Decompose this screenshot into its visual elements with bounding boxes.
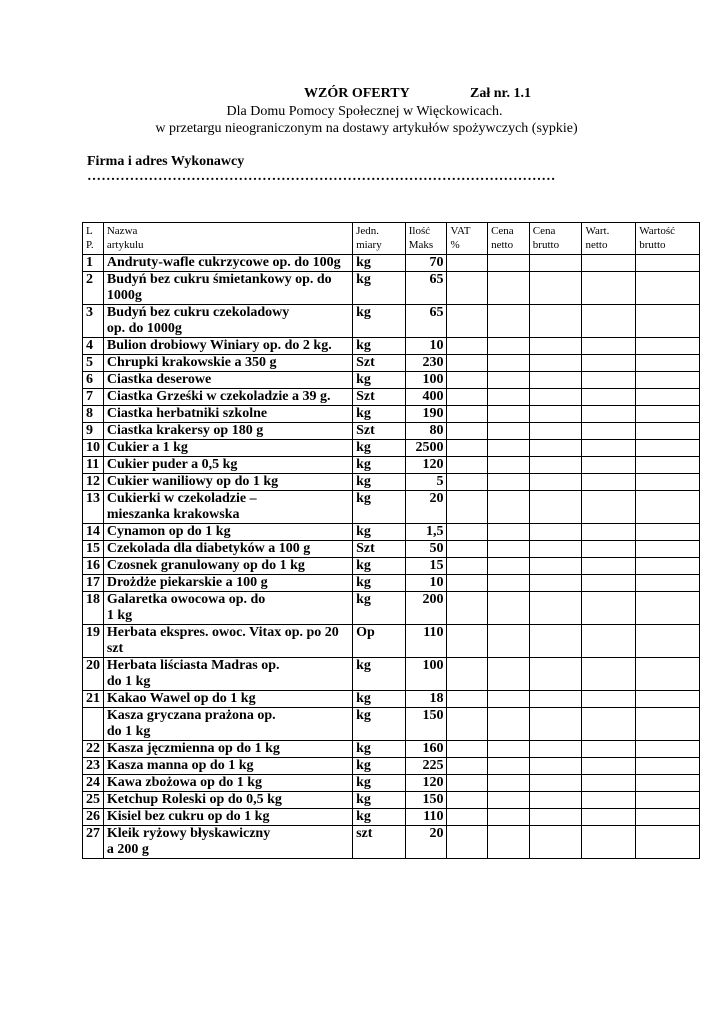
net-price-cell: [488, 758, 530, 775]
net-value-cell: [582, 272, 636, 305]
net-value-cell: [582, 305, 636, 338]
vat-cell: [447, 305, 488, 338]
unit-cell: kg: [353, 575, 406, 592]
unit-cell: Op: [353, 625, 406, 658]
unit-cell: kg: [353, 758, 406, 775]
table-row: [83, 406, 700, 423]
net-value-cell: [582, 440, 636, 457]
quantity-cell: 5: [405, 474, 447, 491]
gross-price-cell: [529, 491, 582, 524]
vat-cell: [447, 491, 488, 524]
table-row: [83, 255, 700, 272]
table-row: [83, 708, 700, 741]
gross-value-cell: [636, 272, 700, 305]
net-price-cell: [488, 440, 530, 457]
net-value-cell: [582, 491, 636, 524]
quantity-cell: 150: [405, 708, 447, 741]
unit-cell: kg: [353, 775, 406, 792]
net-price-cell: [488, 305, 530, 338]
vat-cell: [447, 758, 488, 775]
table-row: [83, 491, 700, 524]
column-header-gross-value: Wartość brutto: [636, 223, 700, 255]
article-name-cell: Ciastka Grześki w czekoladzie a 39 g.: [103, 389, 352, 406]
row-number-cell: 14: [83, 524, 104, 541]
article-name-cell: Kasza manna op do 1 kg: [103, 758, 352, 775]
article-name-cell: Kakao Wawel op do 1 kg: [103, 691, 352, 708]
gross-price-cell: [529, 691, 582, 708]
quantity-cell: 400: [405, 389, 447, 406]
net-value-cell: [582, 792, 636, 809]
contractor-fill-line: ………………………………………………………………………………………: [87, 169, 556, 184]
unit-cell: kg: [353, 524, 406, 541]
net-price-cell: [488, 691, 530, 708]
unit-cell: kg: [353, 792, 406, 809]
vat-cell: [447, 708, 488, 741]
unit-cell: kg: [353, 491, 406, 524]
gross-price-cell: [529, 708, 582, 741]
vat-cell: [447, 592, 488, 625]
quantity-cell: 120: [405, 775, 447, 792]
net-value-cell: [582, 826, 636, 859]
gross-value-cell: [636, 691, 700, 708]
article-name-cell: Ciastka krakersy op 180 g: [103, 423, 352, 440]
gross-value-cell: [636, 658, 700, 691]
table-row: [83, 625, 700, 658]
gross-value-cell: [636, 440, 700, 457]
gross-value-cell: [636, 758, 700, 775]
net-value-cell: [582, 658, 636, 691]
annex-number: Zał nr. 1.1: [470, 86, 531, 101]
article-name-cell: Cynamon op do 1 kg: [103, 524, 352, 541]
quantity-cell: 150: [405, 792, 447, 809]
row-number-cell: 2: [83, 272, 104, 305]
unit-cell: kg: [353, 658, 406, 691]
quantity-cell: 50: [405, 541, 447, 558]
vat-cell: [447, 826, 488, 859]
row-number-cell: 20: [83, 658, 104, 691]
row-number-cell: 26: [83, 809, 104, 826]
vat-cell: [447, 457, 488, 474]
vat-cell: [447, 272, 488, 305]
quantity-cell: 70: [405, 255, 447, 272]
table-row: [83, 355, 700, 372]
quantity-cell: 65: [405, 305, 447, 338]
vat-cell: [447, 575, 488, 592]
gross-value-cell: [636, 826, 700, 859]
gross-price-cell: [529, 758, 582, 775]
net-value-cell: [582, 524, 636, 541]
table-row: [83, 809, 700, 826]
unit-cell: kg: [353, 558, 406, 575]
table-header-row: [83, 223, 700, 255]
gross-value-cell: [636, 625, 700, 658]
article-name-cell: Czekolada dla diabetyków a 100 g: [103, 541, 352, 558]
row-number-cell: 19: [83, 625, 104, 658]
gross-price-cell: [529, 355, 582, 372]
net-value-cell: [582, 372, 636, 389]
vat-cell: [447, 541, 488, 558]
table-row: [83, 691, 700, 708]
net-price-cell: [488, 457, 530, 474]
net-value-cell: [582, 691, 636, 708]
quantity-cell: 225: [405, 758, 447, 775]
article-name-cell: Kleik ryżowy błyskawiczny a 200 g: [103, 826, 352, 859]
net-value-cell: [582, 741, 636, 758]
column-header-net-price: Cena netto: [488, 223, 530, 255]
quantity-cell: 100: [405, 658, 447, 691]
article-name-cell: Cukierki w czekoladzie – mieszanka krakowska: [103, 491, 352, 524]
net-price-cell: [488, 658, 530, 691]
article-name-cell: Kisiel bez cukru op do 1 kg: [103, 809, 352, 826]
gross-value-cell: [636, 592, 700, 625]
net-value-cell: [582, 592, 636, 625]
unit-cell: kg: [353, 372, 406, 389]
quantity-cell: 160: [405, 741, 447, 758]
quantity-cell: 80: [405, 423, 447, 440]
article-name-cell: Ciastka deserowe: [103, 372, 352, 389]
quantity-cell: 190: [405, 406, 447, 423]
unit-cell: kg: [353, 592, 406, 625]
article-name-cell: Czosnek granulowany op do 1 kg: [103, 558, 352, 575]
net-price-cell: [488, 491, 530, 524]
quantity-cell: 18: [405, 691, 447, 708]
vat-cell: [447, 423, 488, 440]
unit-cell: Szt: [353, 355, 406, 372]
vat-cell: [447, 792, 488, 809]
vat-cell: [447, 255, 488, 272]
article-name-cell: Kawa zbożowa op do 1 kg: [103, 775, 352, 792]
net-price-cell: [488, 389, 530, 406]
unit-cell: kg: [353, 708, 406, 741]
gross-price-cell: [529, 775, 582, 792]
net-value-cell: [582, 758, 636, 775]
vat-cell: [447, 389, 488, 406]
unit-cell: Szt: [353, 541, 406, 558]
article-name-cell: Kasza jęczmienna op do 1 kg: [103, 741, 352, 758]
article-name-cell: Drożdże piekarskie a 100 g: [103, 575, 352, 592]
unit-cell: kg: [353, 474, 406, 491]
quantity-cell: 100: [405, 372, 447, 389]
column-header-quantity: Ilość Maks: [405, 223, 447, 255]
vat-cell: [447, 338, 488, 355]
row-number-cell: 15: [83, 541, 104, 558]
net-value-cell: [582, 338, 636, 355]
gross-price-cell: [529, 272, 582, 305]
gross-value-cell: [636, 457, 700, 474]
gross-price-cell: [529, 406, 582, 423]
article-name-cell: Chrupki krakowskie a 350 g: [103, 355, 352, 372]
gross-price-cell: [529, 524, 582, 541]
table-row: [83, 741, 700, 758]
table-row: [83, 440, 700, 457]
quantity-cell: 10: [405, 338, 447, 355]
net-value-cell: [582, 406, 636, 423]
vat-cell: [447, 625, 488, 658]
gross-value-cell: [636, 792, 700, 809]
vat-cell: [447, 691, 488, 708]
unit-cell: Szt: [353, 423, 406, 440]
article-name-cell: Cukier a 1 kg: [103, 440, 352, 457]
gross-value-cell: [636, 423, 700, 440]
net-price-cell: [488, 741, 530, 758]
net-price-cell: [488, 406, 530, 423]
unit-cell: kg: [353, 305, 406, 338]
gross-value-cell: [636, 558, 700, 575]
article-name-cell: Herbata liściasta Madras op. do 1 kg: [103, 658, 352, 691]
row-number-cell: 13: [83, 491, 104, 524]
gross-price-cell: [529, 826, 582, 859]
gross-value-cell: [636, 474, 700, 491]
net-value-cell: [582, 423, 636, 440]
vat-cell: [447, 775, 488, 792]
table-row: [83, 592, 700, 625]
net-price-cell: [488, 524, 530, 541]
unit-cell: szt: [353, 826, 406, 859]
quantity-cell: 10: [405, 575, 447, 592]
net-price-cell: [488, 592, 530, 625]
article-name-cell: Cukier waniliowy op do 1 kg: [103, 474, 352, 491]
document-subtitle: Dla Domu Pomocy Społecznej w Więckowicach.: [226, 104, 503, 119]
unit-cell: Szt: [353, 389, 406, 406]
net-value-cell: [582, 474, 636, 491]
row-number-cell: 24: [83, 775, 104, 792]
table-row: [83, 524, 700, 541]
table-row: [83, 389, 700, 406]
net-price-cell: [488, 775, 530, 792]
gross-price-cell: [529, 338, 582, 355]
net-price-cell: [488, 255, 530, 272]
table-row: [83, 305, 700, 338]
gross-price-cell: [529, 457, 582, 474]
unit-cell: kg: [353, 457, 406, 474]
gross-value-cell: [636, 524, 700, 541]
net-price-cell: [488, 541, 530, 558]
net-price-cell: [488, 558, 530, 575]
net-price-cell: [488, 826, 530, 859]
quantity-cell: 110: [405, 809, 447, 826]
quantity-cell: 15: [405, 558, 447, 575]
article-name-cell: Herbata ekspres. owoc. Vitax op. po 20 szt: [103, 625, 352, 658]
gross-price-cell: [529, 658, 582, 691]
quantity-cell: 1,5: [405, 524, 447, 541]
row-number-cell: 27: [83, 826, 104, 859]
table-row: [83, 372, 700, 389]
article-name-cell: Kasza gryczana prażona op. do 1 kg: [103, 708, 352, 741]
net-price-cell: [488, 372, 530, 389]
net-value-cell: [582, 355, 636, 372]
tender-description: w przetargu nieograniczonym na dostawy artykułów spożywczych (sypkie): [155, 121, 578, 136]
gross-value-cell: [636, 741, 700, 758]
row-number-cell: 22: [83, 741, 104, 758]
quantity-cell: 20: [405, 491, 447, 524]
net-value-cell: [582, 255, 636, 272]
gross-price-cell: [529, 541, 582, 558]
gross-price-cell: [529, 389, 582, 406]
net-value-cell: [582, 809, 636, 826]
quantity-cell: 200: [405, 592, 447, 625]
net-price-cell: [488, 355, 530, 372]
row-number-cell: 25: [83, 792, 104, 809]
quantity-cell: 65: [405, 272, 447, 305]
table-row: [83, 474, 700, 491]
row-number-cell: 8: [83, 406, 104, 423]
gross-value-cell: [636, 708, 700, 741]
row-number-cell: 10: [83, 440, 104, 457]
gross-value-cell: [636, 389, 700, 406]
gross-price-cell: [529, 423, 582, 440]
net-price-cell: [488, 575, 530, 592]
column-header-gross-price: Cena brutto: [529, 223, 582, 255]
gross-price-cell: [529, 575, 582, 592]
gross-price-cell: [529, 305, 582, 338]
table-row: [83, 758, 700, 775]
quantity-cell: 110: [405, 625, 447, 658]
vat-cell: [447, 809, 488, 826]
vat-cell: [447, 524, 488, 541]
table-row: [83, 338, 700, 355]
table-row: [83, 423, 700, 440]
vat-cell: [447, 741, 488, 758]
gross-value-cell: [636, 406, 700, 423]
net-value-cell: [582, 389, 636, 406]
gross-value-cell: [636, 809, 700, 826]
column-header-lp: L P.: [83, 223, 104, 255]
row-number-cell: 9: [83, 423, 104, 440]
row-number-cell: 1: [83, 255, 104, 272]
column-header-net-value: Wart. netto: [582, 223, 636, 255]
quantity-cell: 20: [405, 826, 447, 859]
gross-price-cell: [529, 792, 582, 809]
gross-price-cell: [529, 625, 582, 658]
article-name-cell: Bulion drobiowy Winiary op. do 2 kg.: [103, 338, 352, 355]
gross-value-cell: [636, 255, 700, 272]
row-number-cell: 3: [83, 305, 104, 338]
gross-price-cell: [529, 592, 582, 625]
table-row: [83, 541, 700, 558]
unit-cell: kg: [353, 255, 406, 272]
table-row: [83, 792, 700, 809]
table-body: [83, 255, 700, 859]
row-number-cell: 17: [83, 575, 104, 592]
article-name-cell: Ciastka herbatniki szkolne: [103, 406, 352, 423]
row-number-cell: 11: [83, 457, 104, 474]
gross-price-cell: [529, 474, 582, 491]
gross-value-cell: [636, 575, 700, 592]
row-number-cell: 6: [83, 372, 104, 389]
table-row: [83, 575, 700, 592]
article-name-cell: Cukier puder a 0,5 kg: [103, 457, 352, 474]
vat-cell: [447, 406, 488, 423]
net-price-cell: [488, 474, 530, 491]
row-number-cell: 18: [83, 592, 104, 625]
table-row: [83, 558, 700, 575]
net-price-cell: [488, 809, 530, 826]
article-name-cell: Budyń bez cukru śmietankowy op. do 1000g: [103, 272, 352, 305]
article-name-cell: Galaretka owocowa op. do 1 kg: [103, 592, 352, 625]
quantity-cell: 2500: [405, 440, 447, 457]
row-number-cell: 12: [83, 474, 104, 491]
unit-cell: kg: [353, 272, 406, 305]
unit-cell: kg: [353, 440, 406, 457]
net-price-cell: [488, 625, 530, 658]
quantity-cell: 120: [405, 457, 447, 474]
vat-cell: [447, 355, 488, 372]
unit-cell: kg: [353, 691, 406, 708]
column-header-unit: Jedn. miary: [353, 223, 406, 255]
row-number-cell: [83, 708, 104, 741]
vat-cell: [447, 474, 488, 491]
column-header-vat: VAT %: [447, 223, 488, 255]
net-value-cell: [582, 541, 636, 558]
unit-cell: kg: [353, 406, 406, 423]
net-value-cell: [582, 575, 636, 592]
vat-cell: [447, 440, 488, 457]
net-price-cell: [488, 272, 530, 305]
table-row: [83, 658, 700, 691]
offer-table: [82, 222, 700, 859]
table-row: [83, 826, 700, 859]
gross-price-cell: [529, 741, 582, 758]
gross-value-cell: [636, 338, 700, 355]
gross-price-cell: [529, 372, 582, 389]
net-price-cell: [488, 708, 530, 741]
gross-value-cell: [636, 775, 700, 792]
row-number-cell: 16: [83, 558, 104, 575]
unit-cell: kg: [353, 338, 406, 355]
net-value-cell: [582, 625, 636, 658]
article-name-cell: Budyń bez cukru czekoladowy op. do 1000g: [103, 305, 352, 338]
vat-cell: [447, 658, 488, 691]
contractor-label: Firma i adres Wykonawcy: [87, 154, 245, 169]
vat-cell: [447, 372, 488, 389]
gross-value-cell: [636, 541, 700, 558]
unit-cell: kg: [353, 809, 406, 826]
article-name-cell: Ketchup Roleski op do 0,5 kg: [103, 792, 352, 809]
table-row: [83, 457, 700, 474]
net-price-cell: [488, 423, 530, 440]
gross-value-cell: [636, 355, 700, 372]
gross-value-cell: [636, 372, 700, 389]
article-name-cell: Andruty-wafle cukrzycowe op. do 100g: [103, 255, 352, 272]
vat-cell: [447, 558, 488, 575]
net-value-cell: [582, 558, 636, 575]
row-number-cell: 5: [83, 355, 104, 372]
gross-value-cell: [636, 305, 700, 338]
quantity-cell: 230: [405, 355, 447, 372]
row-number-cell: 23: [83, 758, 104, 775]
net-price-cell: [488, 792, 530, 809]
row-number-cell: 7: [83, 389, 104, 406]
column-header-name: Nazwa artykulu: [103, 223, 352, 255]
gross-price-cell: [529, 558, 582, 575]
row-number-cell: 4: [83, 338, 104, 355]
row-number-cell: 21: [83, 691, 104, 708]
document-title: WZÓR OFERTY: [304, 86, 410, 101]
net-price-cell: [488, 338, 530, 355]
unit-cell: kg: [353, 741, 406, 758]
table-row: [83, 775, 700, 792]
table-row: [83, 272, 700, 305]
net-value-cell: [582, 708, 636, 741]
gross-price-cell: [529, 255, 582, 272]
net-value-cell: [582, 457, 636, 474]
gross-value-cell: [636, 491, 700, 524]
gross-price-cell: [529, 440, 582, 457]
net-value-cell: [582, 775, 636, 792]
gross-price-cell: [529, 809, 582, 826]
